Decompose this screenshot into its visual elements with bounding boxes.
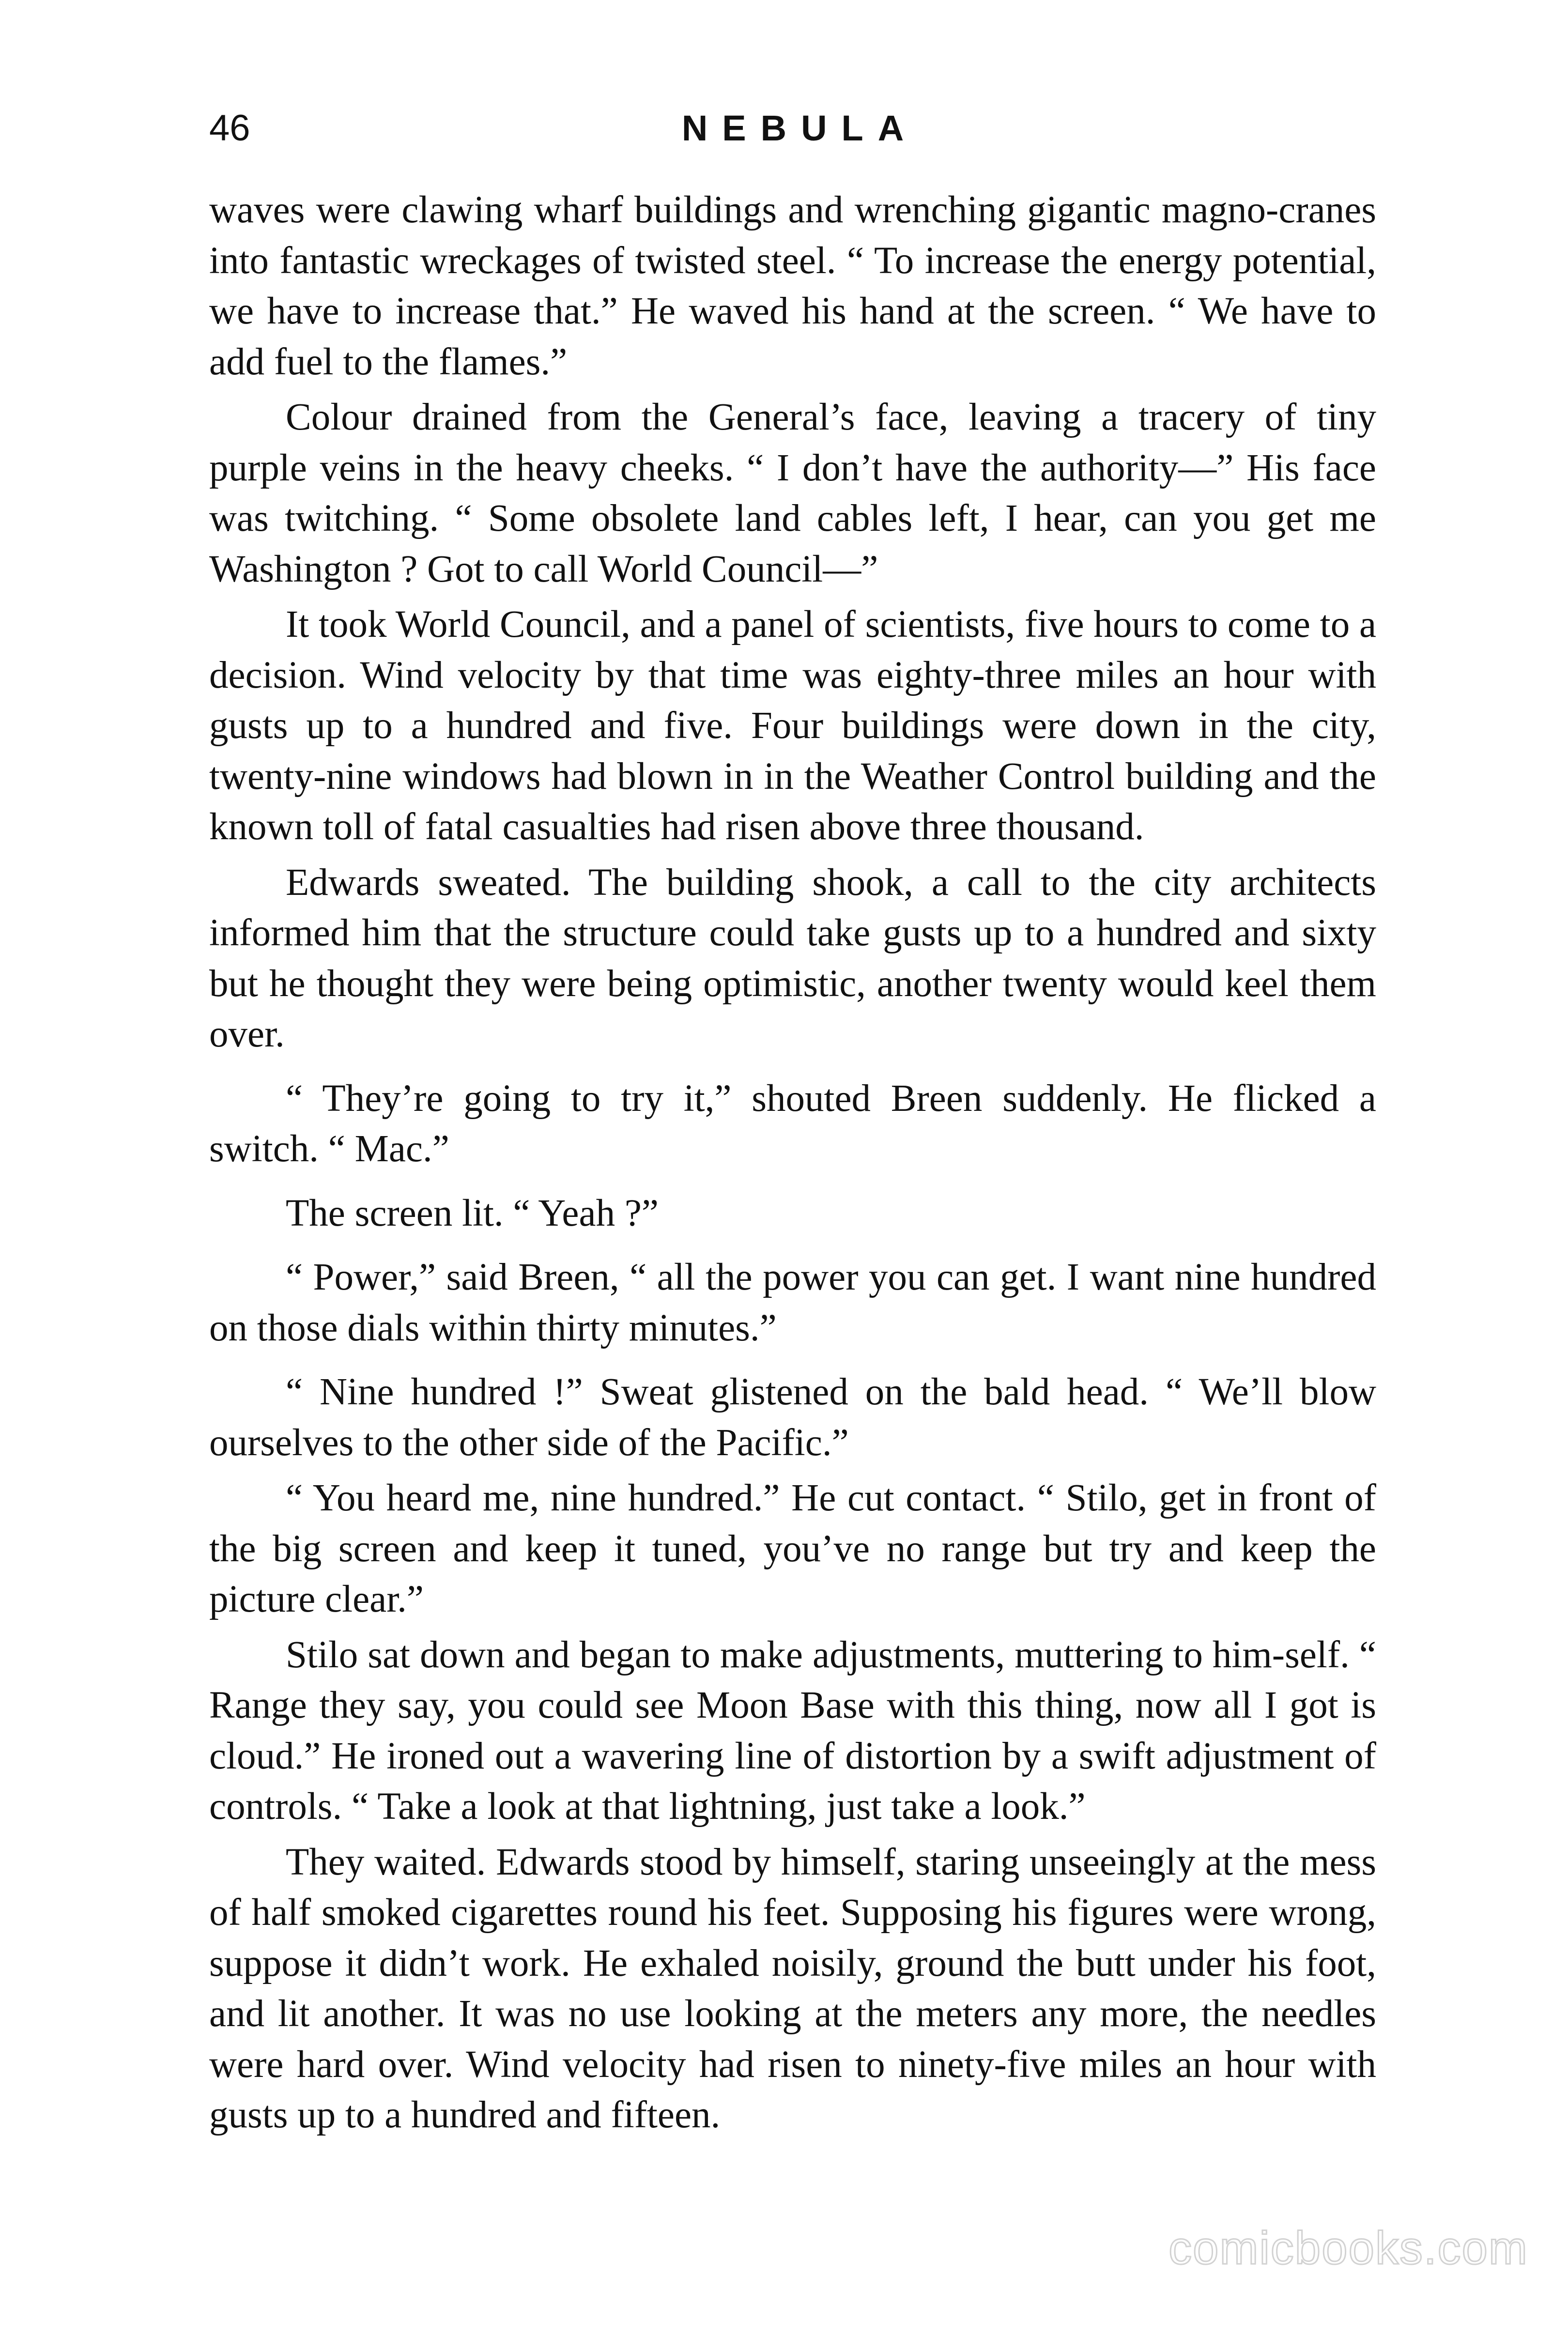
paragraph: waves were clawing wharf buildings and wrenching gigantic magno-cranes into fantastic wreckages of twisted steel. “ To increase the energy potential, we have to increase that.” He waved his hand at the screen. “ We have to add fuel to the flames.” <box>209 189 1376 383</box>
paragraph: The screen lit. “ Yeah ?” <box>286 1192 659 1234</box>
paragraph: Edwards sweated. The building shook, a call to the city architects informed him that the structure could take gusts up to a hundred and sixty but he thought they were being optimistic, another twenty would keel them over. <box>209 861 1376 1055</box>
paragraph: “ You heard me, nine hundred.” He cut contact. “ Stilo, get in front of the big screen and keep it tuned, you’ve no range but try and keep the picture clear.” <box>209 1477 1376 1620</box>
paragraph: “ Nine hundred !” Sweat glistened on the bald head. “ We’ll blow ourselves to the other side of the Pacific.” <box>209 1371 1376 1464</box>
paragraph: They waited. Edwards stood by himself, staring unseeingly at the mess of half smoked cigarettes round his feet. Supposing his figures were wrong, suppose it didn’t work. He exhaled noisily, ground the butt under his foot, and lit another. It was no use looking at the meters any more, the needles were hard over. Wind velocity had risen to ninety-five miles an hour with gusts up to a hundred and fifteen. <box>209 1841 1376 2136</box>
paragraph: Stilo sat down and began to make adjustments, muttering to him-self. “ Range they say, you could see Moon Base with this thing, now all I got is cloud.” He ironed out a wavering line of distortion by a swift adjustment of controls. “ Take a look at that lightning, just take a look.” <box>209 1633 1376 1828</box>
paragraph: Colour drained from the General’s face, leaving a tracery of tiny purple veins in the heavy cheeks. “ I don’t have the authority—” His face was twitching. “ Some obsolete land cables left, I hear, can you get me Washington ? Got to call World Council—” <box>209 396 1376 590</box>
watermark: comicbooks.com <box>1168 2222 1528 2274</box>
page-number: 46 <box>209 108 250 149</box>
paragraph: “ Power,” said Breen, “ all the power you can get. I want nine hundred on those dials within thirty minutes.” <box>209 1256 1376 1349</box>
page-header <box>209 94 1376 162</box>
running-title: NEBULA <box>681 108 919 148</box>
paragraph: It took World Council, and a panel of scientists, five hours to come to a decision. Wind velocity by that time was eighty-three miles an hour with gusts up to a hundred and five. Four buildings were down in the city, twenty-nine windows had blown in in the Weather Control building and the known toll of fatal casualties had risen above three thousand. <box>209 603 1377 848</box>
body-text <box>209 185 1376 2146</box>
paragraph: “ They’re going to try it,” shouted Breen suddenly. He flicked a switch. “ Mac.” <box>209 1077 1376 1170</box>
